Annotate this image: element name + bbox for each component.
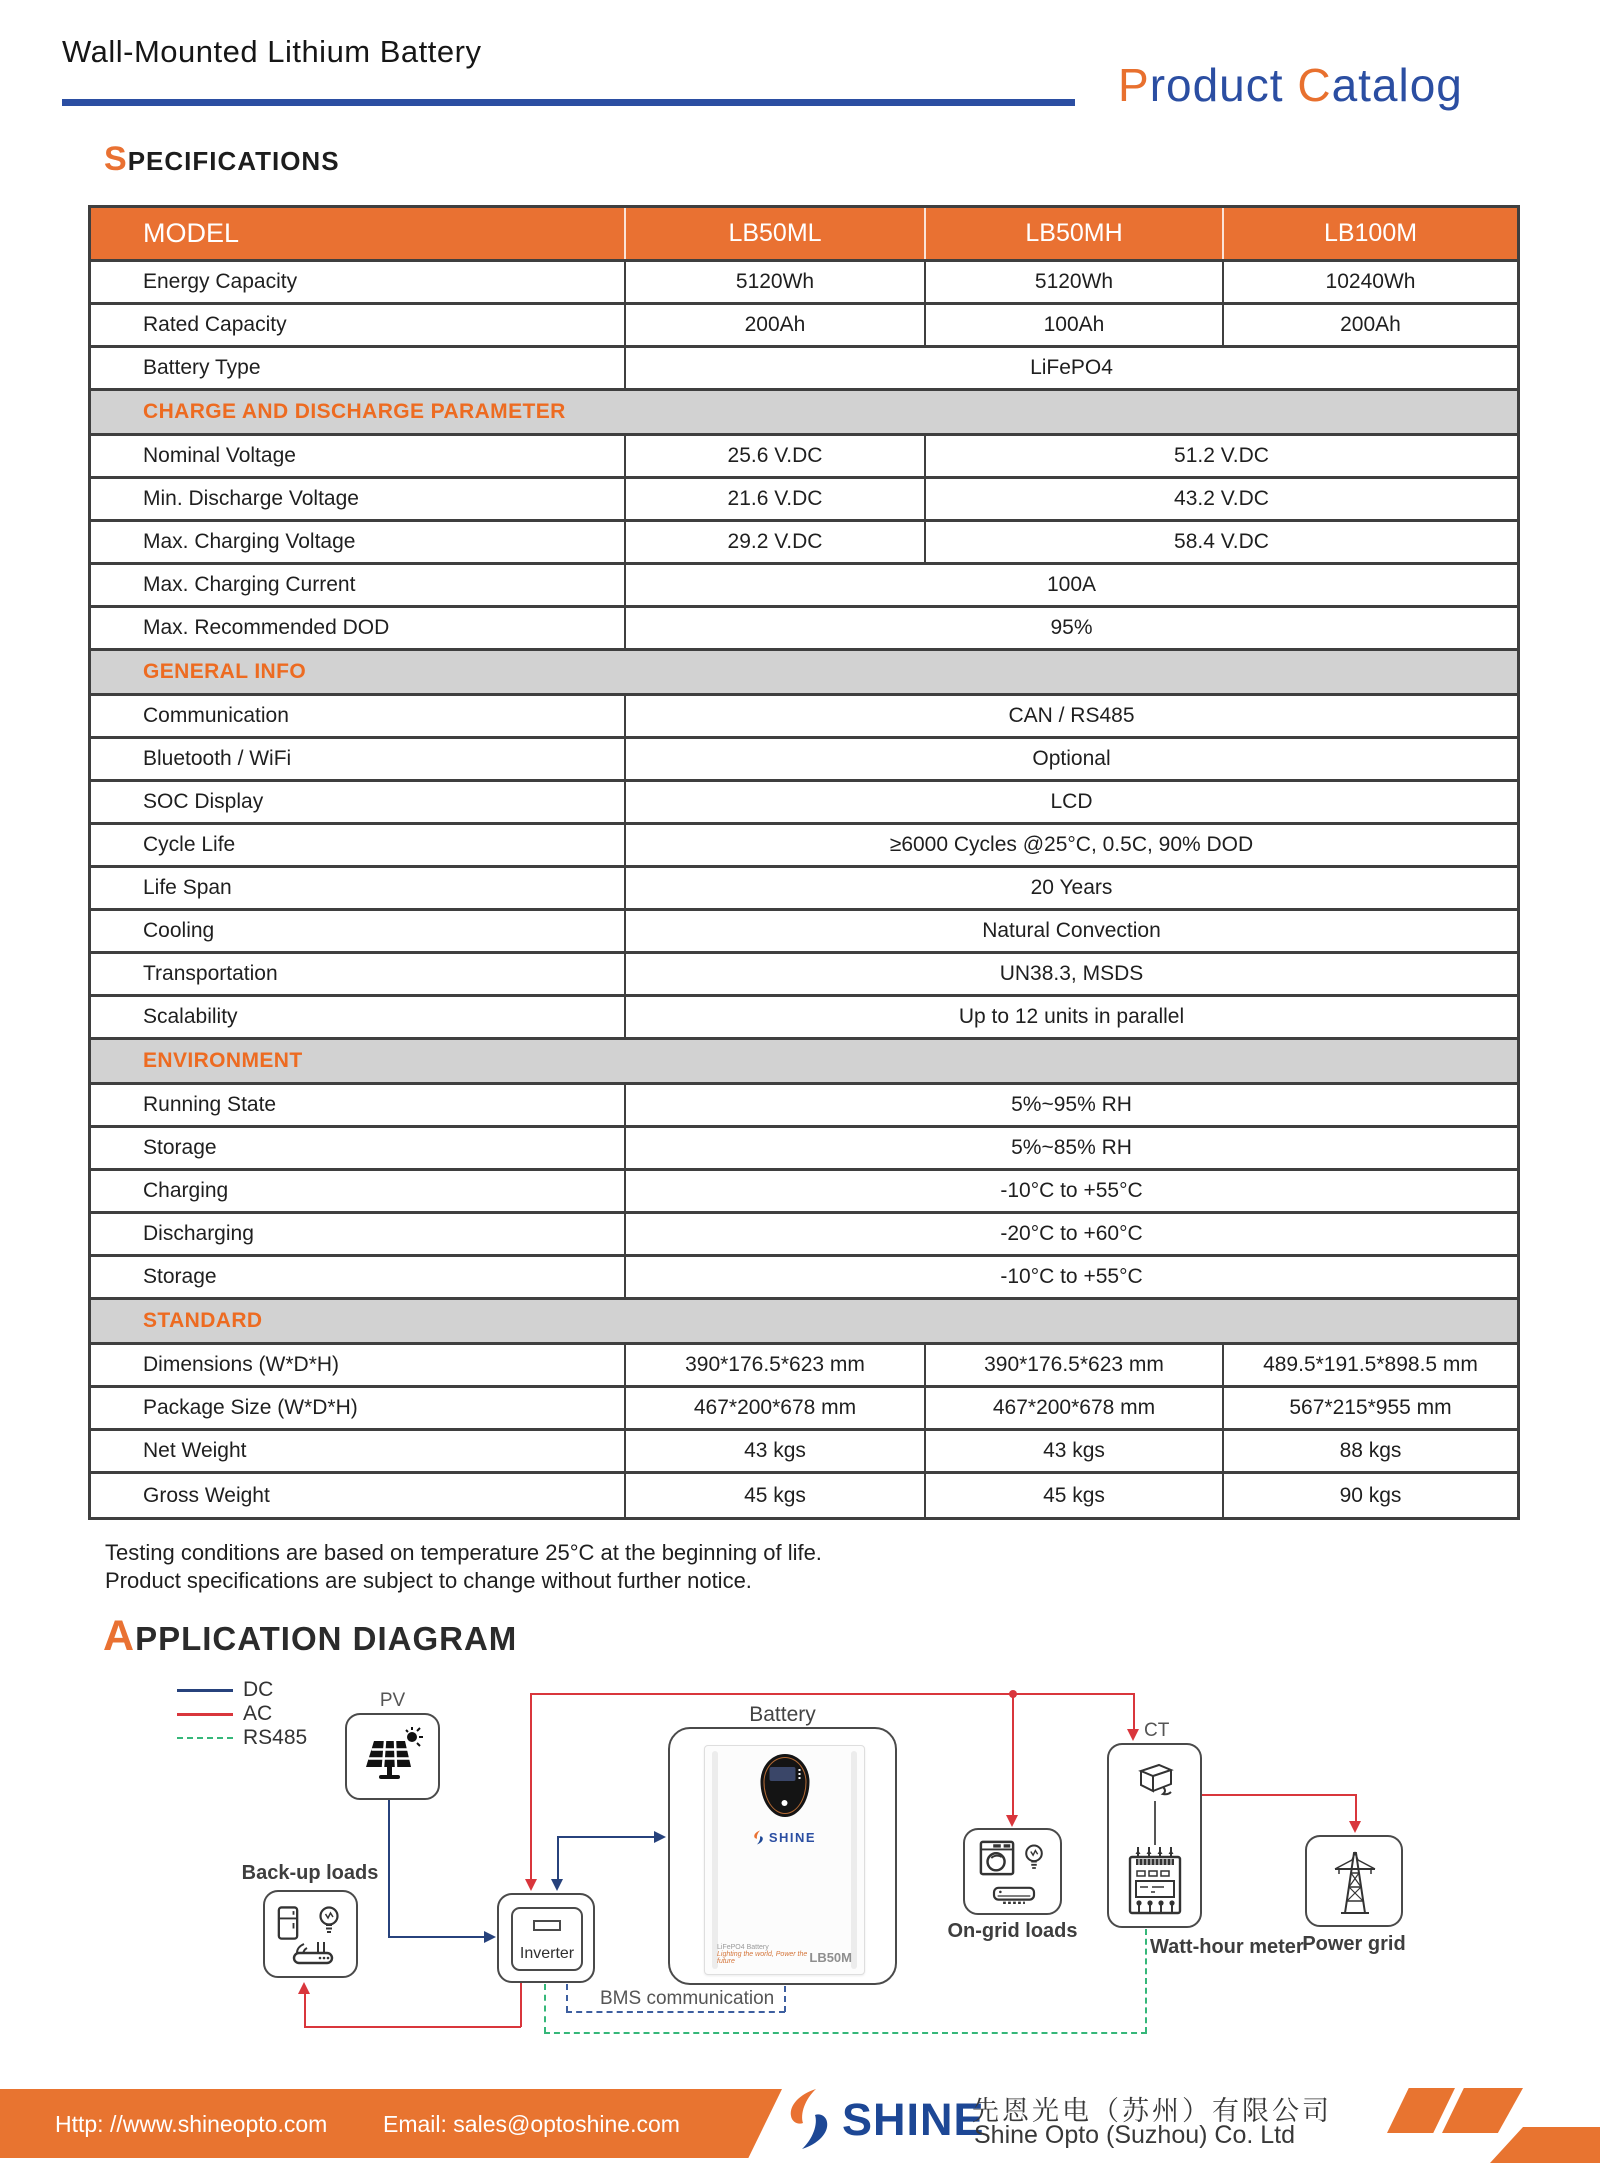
spec-value: 100A	[624, 565, 1517, 605]
power-grid-box	[1305, 1835, 1403, 1927]
arrowhead	[525, 1879, 537, 1891]
spec-value: CAN / RS485	[624, 696, 1517, 736]
footer-deco-shape	[1442, 2088, 1523, 2133]
washing-machine-icon	[979, 1840, 1015, 1876]
spec-label: Charging	[143, 1179, 229, 1202]
bulb-icon	[1023, 1843, 1045, 1871]
line-seg	[1012, 1694, 1014, 1815]
battery-model-text: LB50M	[809, 1950, 852, 1965]
spec-value: 5%~85% RH	[624, 1128, 1517, 1168]
line-seg	[544, 2032, 1147, 2034]
spec-value: 58.4 V.DC	[924, 522, 1517, 562]
arrowhead	[298, 1982, 310, 1994]
line-seg	[530, 1693, 1135, 1695]
spec-value: -10°C to +55°C	[624, 1257, 1517, 1297]
spec-label: Storage	[143, 1265, 217, 1288]
ct-sensor-icon	[1135, 1761, 1177, 1799]
fridge-icon	[277, 1904, 299, 1942]
spec-table	[88, 205, 1520, 1520]
battery-label: Battery	[749, 1703, 816, 1726]
product-edge	[712, 1751, 718, 1969]
spec-row	[91, 1085, 1517, 1128]
section-header-label: CHARGE AND DISCHARGE PARAMETER	[143, 400, 566, 423]
legend-rs485-line	[177, 1737, 233, 1739]
spec-value: 5120Wh	[624, 262, 924, 302]
spec-label: Nominal Voltage	[143, 444, 296, 467]
spec-label: Life Span	[143, 876, 232, 899]
section-header-label: STANDARD	[143, 1309, 263, 1332]
power-tower-icon	[1327, 1847, 1383, 1917]
spec-row	[91, 825, 1517, 868]
spec-value: 489.5*191.5*898.5 mm	[1222, 1345, 1517, 1385]
battery-type-line: LiFePO4 Battery	[717, 1944, 769, 1951]
spec-label: Min. Discharge Voltage	[143, 487, 359, 510]
footer-email-link[interactable]: Email: sales@optoshine.com	[383, 2111, 680, 2137]
footer-deco-shape	[1490, 2127, 1600, 2163]
spec-value: 43 kgs	[624, 1431, 924, 1471]
spec-value: LCD	[624, 782, 1517, 822]
product-edge	[851, 1751, 857, 1969]
spec-row	[91, 565, 1517, 608]
spec-row	[91, 1171, 1517, 1214]
shine-flame-icon	[753, 1830, 764, 1845]
spec-label: Max. Charging Voltage	[143, 530, 356, 553]
spec-row	[91, 1388, 1517, 1431]
arrowhead	[1127, 1729, 1139, 1741]
battery-lcd-screen	[769, 1767, 795, 1781]
spec-value: 200Ah	[1222, 305, 1517, 345]
spec-label: Max. Recommended DOD	[143, 616, 390, 639]
column-header: LB100M	[1222, 208, 1517, 259]
spec-value: 200Ah	[624, 305, 924, 345]
catalog-text: atalog	[1331, 59, 1463, 111]
footer-company-cn: 先恩光电（苏州）有限公司	[972, 2096, 1332, 2126]
spec-value: 51.2 V.DC	[924, 436, 1517, 476]
spec-row	[91, 262, 1517, 305]
spec-value: LiFePO4	[624, 348, 1517, 388]
spec-value: 21.6 V.DC	[624, 479, 924, 519]
page-title: Wall-Mounted Lithium Battery	[62, 34, 482, 69]
backup-loads-label: Back-up loads	[241, 1862, 379, 1884]
spec-value: 100Ah	[924, 305, 1222, 345]
spec-label: Cycle Life	[143, 833, 236, 856]
spec-value: 29.2 V.DC	[624, 522, 924, 562]
inverter-label: Inverter	[519, 1945, 575, 1962]
application-diagram-heading	[103, 1612, 517, 1661]
router-icon	[290, 1940, 336, 1968]
spec-value: UN38.3, MSDS	[624, 954, 1517, 994]
spec-row	[91, 608, 1517, 651]
spec-label: Transportation	[143, 962, 278, 985]
watt-hour-meter-label: Watt-hour meter	[1150, 1936, 1304, 1958]
spec-label: Max. Charging Current	[143, 573, 356, 596]
spec-value: Natural Convection	[624, 911, 1517, 951]
ac-unit-icon	[991, 1886, 1037, 1906]
spec-table-body	[91, 262, 1517, 1517]
line-seg	[530, 1694, 532, 1879]
spec-row	[91, 436, 1517, 479]
section-header-label: ENVIRONMENT	[143, 1049, 303, 1072]
spec-label: Running State	[143, 1093, 277, 1116]
spec-label: Battery Type	[143, 356, 261, 379]
line-seg	[566, 1984, 568, 2012]
spec-label: Cooling	[143, 919, 215, 942]
spec-value: ≥6000 Cycles @25°C, 0.5C, 90% DOD	[624, 825, 1517, 865]
arrowhead	[1349, 1821, 1361, 1833]
heading-rest: PPLICATION DIAGRAM	[135, 1620, 518, 1657]
specifications-heading	[104, 140, 340, 179]
spec-label: Rated Capacity	[143, 313, 287, 336]
spec-label: Communication	[143, 704, 289, 727]
inverter-box	[497, 1893, 595, 1983]
battery-display	[760, 1754, 809, 1817]
spec-row	[91, 1345, 1517, 1388]
spec-value: 45 kgs	[924, 1474, 1222, 1517]
spec-label: Energy Capacity	[143, 270, 298, 293]
spec-row	[91, 997, 1517, 1040]
battery-brand-text: SHINE	[768, 1830, 817, 1845]
line-seg	[520, 1983, 522, 2027]
battery-product-image	[704, 1745, 865, 1975]
spec-row	[91, 1431, 1517, 1474]
watt-hour-meter-icon	[1127, 1845, 1183, 1919]
section-header-row	[91, 391, 1517, 436]
title-rule	[62, 99, 1075, 106]
spec-value: 43.2 V.DC	[924, 479, 1517, 519]
spec-row	[91, 696, 1517, 739]
spec-label: Storage	[143, 1136, 217, 1159]
arrowhead	[551, 1879, 563, 1891]
spec-row	[91, 868, 1517, 911]
spec-value: 90 kgs	[1222, 1474, 1517, 1517]
battery-brand	[705, 1830, 864, 1845]
battery-box	[668, 1727, 897, 1985]
battery-led-indicators	[798, 1769, 800, 1771]
line-seg	[544, 1984, 546, 2033]
shine-flame-icon	[786, 2087, 832, 2151]
arrowhead	[484, 1931, 496, 1943]
column-header: LB50MH	[924, 208, 1222, 259]
battery-button	[782, 1800, 788, 1806]
battery-bottom-text	[717, 1944, 852, 1965]
legend-ac-label: AC	[243, 1702, 273, 1725]
catalog-initial-p: P	[1118, 59, 1150, 111]
spec-value: Up to 12 units in parallel	[624, 997, 1517, 1037]
line-seg	[566, 2011, 785, 2013]
line-seg	[784, 1986, 786, 2012]
catalog-text: roduct	[1149, 59, 1298, 111]
spec-value: 467*200*678 mm	[624, 1388, 924, 1428]
note-line: Product specifications are subject to change without further notice.	[105, 1568, 752, 1593]
spec-value: 390*176.5*623 mm	[624, 1345, 924, 1385]
line-seg	[304, 1993, 306, 2027]
legend-rs485-label: RS485	[243, 1726, 308, 1749]
line-seg	[388, 1936, 484, 1938]
spec-row	[91, 1214, 1517, 1257]
spec-label: Scalability	[143, 1005, 238, 1028]
spec-value: 43 kgs	[924, 1431, 1222, 1471]
footer-deco-shape	[1387, 2088, 1455, 2133]
section-header-row	[91, 1040, 1517, 1085]
spec-label: SOC Display	[143, 790, 264, 813]
line-seg	[557, 1838, 559, 1879]
spec-row	[91, 739, 1517, 782]
pv-label: PV	[379, 1690, 406, 1711]
heading-initial: A	[103, 1612, 136, 1660]
catalog-initial-c: C	[1297, 59, 1332, 111]
spec-label: Discharging	[143, 1222, 254, 1245]
power-grid-label: Power grid	[1302, 1933, 1406, 1955]
ct-meter-box	[1107, 1743, 1202, 1928]
arrowhead	[1006, 1815, 1018, 1827]
footer-company-en: Shine Opto (Suzhou) Co. Ltd	[974, 2121, 1296, 2149]
spec-row	[91, 1128, 1517, 1171]
footer-brand-text: SHINE	[842, 2094, 985, 2145]
line-seg	[388, 1800, 390, 1937]
spec-row	[91, 348, 1517, 391]
pv-box	[345, 1713, 440, 1800]
arrowhead	[654, 1831, 666, 1843]
spec-label: Bluetooth / WiFi	[143, 747, 292, 770]
line-seg	[1355, 1794, 1357, 1822]
heading-rest: PECIFICATIONS	[127, 146, 340, 176]
column-header: LB50ML	[624, 208, 924, 259]
line-seg	[1145, 1929, 1147, 2033]
spec-value: 95%	[624, 608, 1517, 648]
spec-value: 5120Wh	[924, 262, 1222, 302]
spec-table-header-row	[91, 208, 1517, 262]
legend-dc-label: DC	[243, 1678, 274, 1701]
spec-value: 25.6 V.DC	[624, 436, 924, 476]
spec-row	[91, 479, 1517, 522]
legend-dc-line	[177, 1689, 233, 1692]
spec-label: Package Size (W*D*H)	[143, 1396, 358, 1419]
meter-link-line	[1154, 1801, 1156, 1845]
spec-value: 20 Years	[624, 868, 1517, 908]
footer-website-link[interactable]: Http: //www.shineopto.com	[55, 2111, 328, 2137]
line-seg	[1202, 1794, 1356, 1796]
legend-ac-line	[177, 1713, 233, 1716]
spec-label: Net Weight	[143, 1439, 247, 1462]
bms-communication-label: BMS communication	[600, 1988, 775, 2009]
line-seg	[1133, 1694, 1135, 1729]
spec-value: 390*176.5*623 mm	[924, 1345, 1222, 1385]
inverter-display	[533, 1920, 561, 1931]
model-header: MODEL	[143, 218, 240, 248]
spec-row	[91, 1257, 1517, 1300]
spec-row	[91, 782, 1517, 825]
section-header-label: GENERAL INFO	[143, 660, 307, 683]
spec-value: Optional	[624, 739, 1517, 779]
ongrid-loads-box	[963, 1828, 1062, 1915]
spec-value: 467*200*678 mm	[924, 1388, 1222, 1428]
backup-loads-box	[263, 1890, 358, 1978]
section-header-row	[91, 651, 1517, 696]
line-seg	[304, 2026, 521, 2028]
spec-value: -20°C to +60°C	[624, 1214, 1517, 1254]
spec-label: Dimensions (W*D*H)	[143, 1353, 340, 1376]
spec-value: 45 kgs	[624, 1474, 924, 1517]
spec-row	[91, 305, 1517, 348]
spec-value: 88 kgs	[1222, 1431, 1517, 1471]
section-header-row	[91, 1300, 1517, 1345]
spec-value: 10240Wh	[1222, 262, 1517, 302]
ct-label: CT	[1144, 1720, 1170, 1741]
spec-row	[91, 1474, 1517, 1517]
inverter-inner-panel	[511, 1907, 583, 1971]
spec-row	[91, 911, 1517, 954]
line-seg	[557, 1836, 654, 1838]
catalog-wordmark	[1118, 58, 1463, 112]
battery-slogan: Lighting the world, Power the future	[717, 1951, 808, 1965]
spec-row	[91, 954, 1517, 997]
spec-value: -10°C to +55°C	[624, 1171, 1517, 1211]
ongrid-loads-label: On-grid loads	[947, 1920, 1078, 1942]
solar-panel-icon	[362, 1727, 424, 1785]
heading-initial: S	[104, 140, 128, 178]
bulb-icon	[317, 1905, 341, 1935]
note-line: Testing conditions are based on temperature 25°C at the beginning of life.	[105, 1540, 822, 1565]
spec-label: Gross Weight	[143, 1483, 270, 1507]
spec-row	[91, 522, 1517, 565]
spec-value: 5%~95% RH	[624, 1085, 1517, 1125]
spec-value: 567*215*955 mm	[1222, 1388, 1517, 1428]
